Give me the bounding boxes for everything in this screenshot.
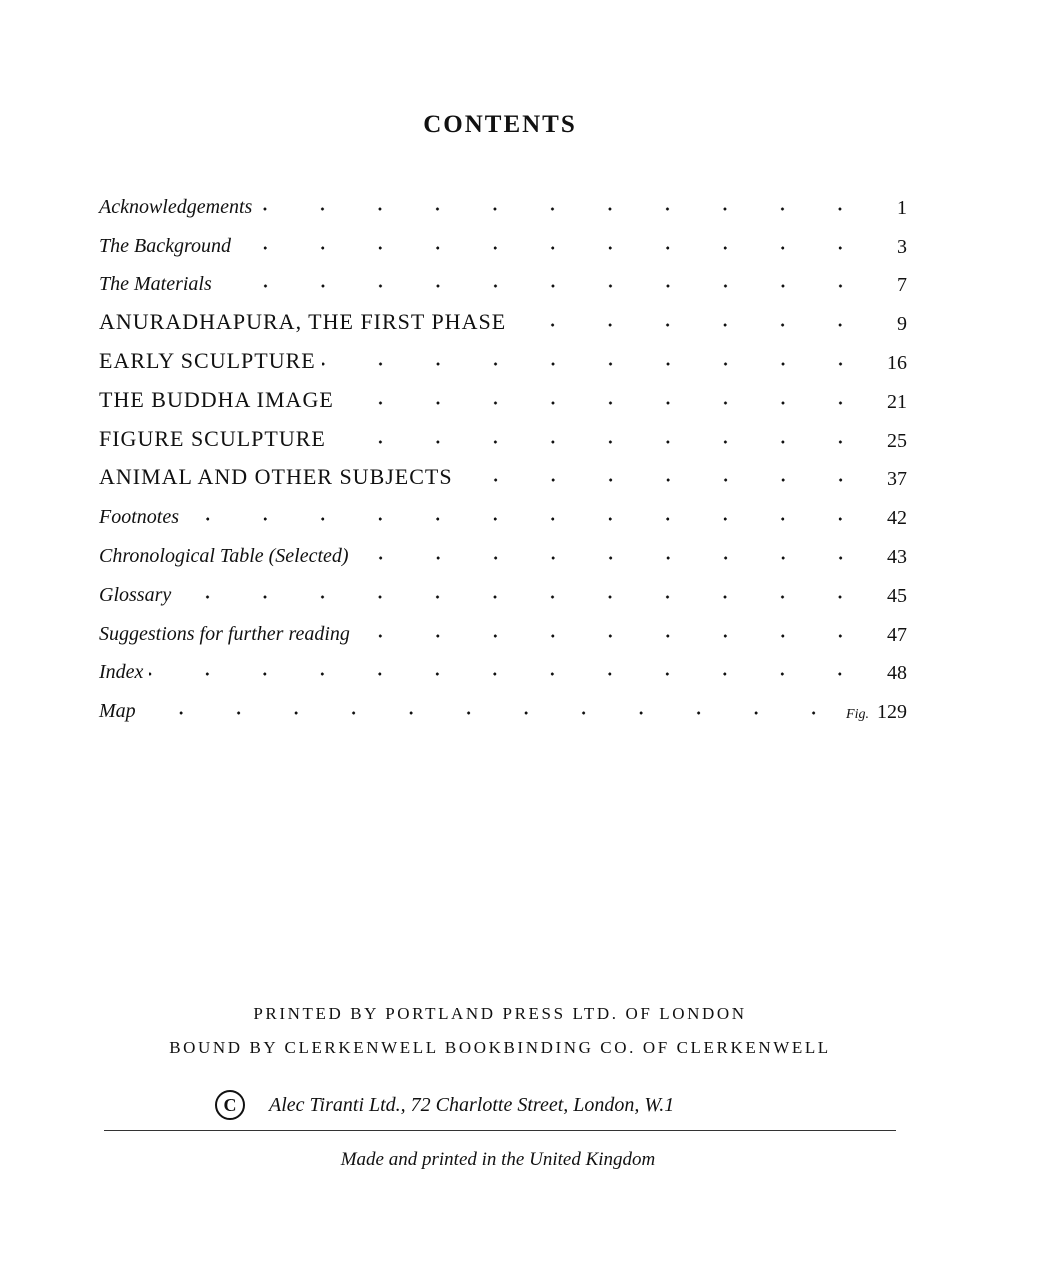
toc-page-value: 21	[887, 390, 907, 413]
toc-entry	[99, 688, 907, 727]
toc-entry	[99, 339, 907, 378]
toc-page-number	[873, 275, 907, 300]
toc-entry-label: The Materials	[99, 274, 218, 300]
toc-entry	[99, 494, 907, 533]
toc-entry-label: THE BUDDHA IMAGE	[99, 389, 340, 417]
toc-figure-prefix: Fig.	[846, 707, 869, 723]
table-of-contents	[99, 184, 907, 727]
toc-page-number	[873, 237, 907, 262]
toc-dot-leader	[322, 339, 873, 378]
toc-page-value: 1	[897, 196, 907, 219]
page-title: CONTENTS	[423, 111, 577, 138]
toc-page-value: 47	[887, 623, 907, 646]
toc-page-number	[873, 353, 907, 378]
toc-entry-label: Footnotes	[99, 507, 185, 533]
toc-page-number	[873, 508, 907, 533]
toc-entry-label: Chronological Table (Selected)	[99, 546, 355, 572]
toc-dot-leader	[355, 533, 873, 572]
copyright-text: Alec Tiranti Ltd., 72 Charlotte Street, London, W.1	[269, 1093, 675, 1116]
toc-entry	[99, 262, 907, 301]
toc-entry-label: Index	[99, 662, 149, 688]
toc-dot-leader	[218, 262, 873, 301]
toc-page-value: 43	[887, 545, 907, 568]
toc-entry	[99, 417, 907, 456]
toc-entry	[99, 378, 907, 417]
toc-entry-label: Glossary	[99, 585, 177, 611]
toc-entry	[99, 223, 907, 262]
toc-page-value: 45	[887, 584, 907, 607]
toc-entry	[99, 611, 907, 650]
toc-page-number	[873, 586, 907, 611]
toc-entry	[99, 650, 907, 689]
toc-page-number	[873, 198, 907, 223]
toc-page-number	[873, 431, 907, 456]
toc-entry	[99, 572, 907, 611]
toc-dot-leader	[459, 456, 873, 495]
toc-entry	[99, 533, 907, 572]
copyright-notice	[215, 1090, 674, 1120]
toc-page-number	[873, 392, 907, 417]
binder-line: BOUND BY CLERKENWELL BOOKBINDING CO. OF CLERKENWELL	[169, 1038, 831, 1057]
toc-page-value: 3	[897, 235, 907, 258]
toc-dot-leader	[340, 378, 873, 417]
toc-page-number	[873, 625, 907, 650]
toc-dot-leader	[149, 650, 873, 689]
toc-page-value: 37	[887, 468, 907, 491]
toc-page-value: 16	[887, 351, 907, 374]
toc-dot-leader	[356, 611, 873, 650]
toc-dot-leader	[332, 417, 873, 456]
toc-entry	[99, 456, 907, 495]
toc-entry	[99, 184, 907, 223]
toc-dot-leader	[185, 494, 873, 533]
toc-page-value: 129	[877, 701, 907, 724]
toc-page-value: 48	[887, 662, 907, 685]
toc-page-number	[846, 702, 907, 727]
toc-dot-leader	[177, 572, 873, 611]
toc-dot-leader	[258, 184, 873, 223]
copyright-icon: C	[215, 1090, 245, 1120]
toc-dot-leader	[237, 223, 873, 262]
toc-entry-label: Map	[99, 701, 142, 727]
toc-page-number	[873, 314, 907, 339]
toc-dot-leader	[512, 300, 873, 339]
divider-rule	[104, 1130, 896, 1131]
toc-entry-label: Suggestions for further reading	[99, 624, 356, 650]
made-in-line: Made and printed in the United Kingdom	[340, 1149, 656, 1170]
toc-page-number	[873, 547, 907, 572]
toc-dot-leader	[142, 688, 846, 727]
toc-entry-label: FIGURE SCULPTURE	[99, 428, 332, 456]
toc-entry-label: The Background	[99, 236, 237, 262]
toc-entry-label: Acknowledgements	[99, 197, 258, 223]
toc-page-value: 42	[887, 507, 907, 530]
toc-page-number	[873, 469, 907, 494]
toc-entry-label: EARLY SCULPTURE	[99, 350, 322, 378]
toc-page-number	[873, 663, 907, 688]
toc-page-value: 7	[897, 274, 907, 297]
printer-line: PRINTED BY PORTLAND PRESS LTD. OF LONDON	[253, 1004, 747, 1023]
toc-page-value: 9	[897, 313, 907, 336]
toc-entry-label: ANURADHAPURA, THE FIRST PHASE	[99, 311, 512, 339]
toc-page-value: 25	[887, 429, 907, 452]
toc-entry-label: ANIMAL AND OTHER SUBJECTS	[99, 466, 459, 494]
toc-entry	[99, 300, 907, 339]
